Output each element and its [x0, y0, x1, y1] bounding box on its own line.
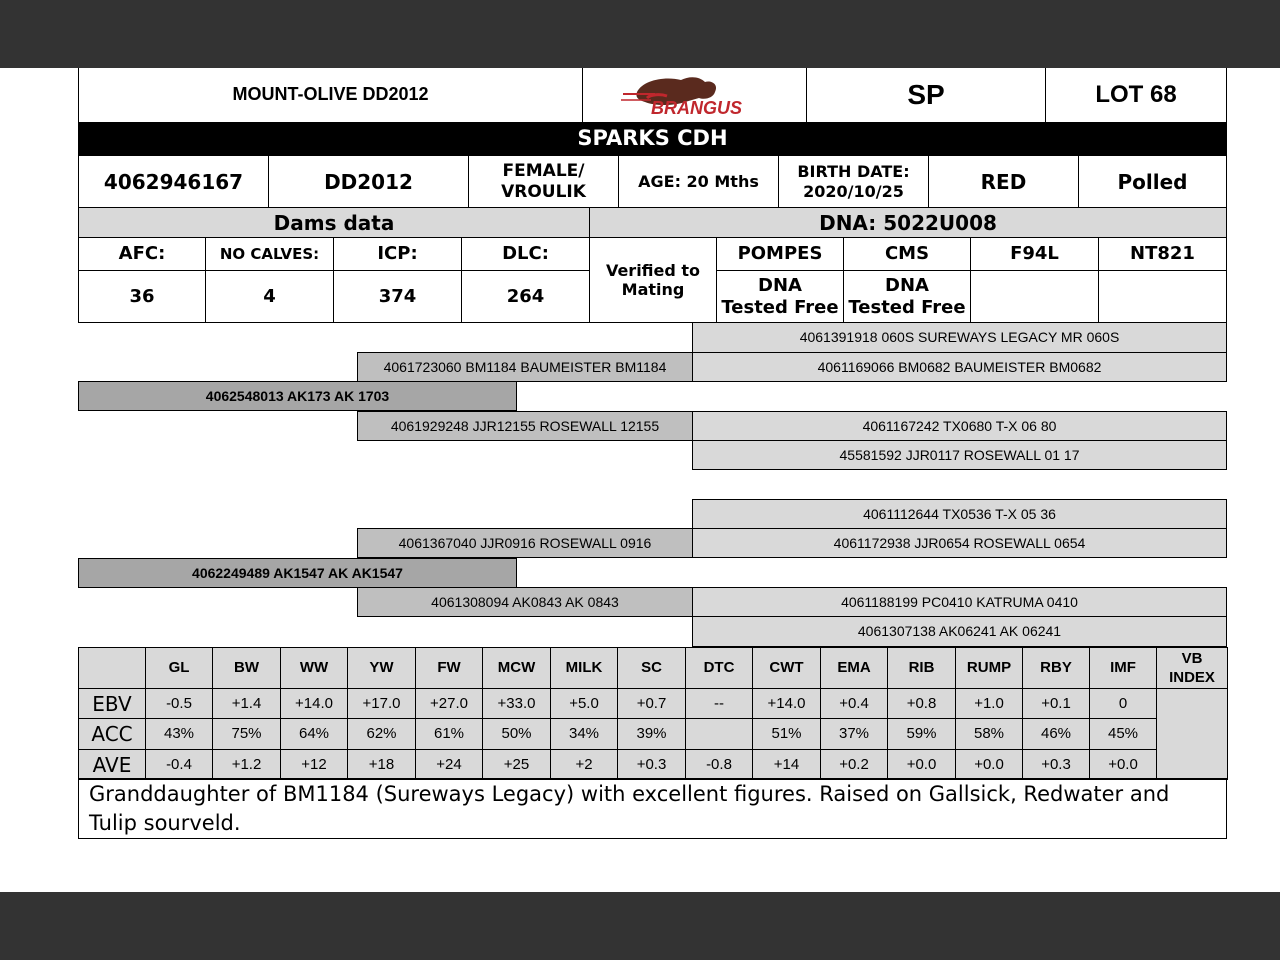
- ebv-value-cell: -0.4: [145, 749, 213, 780]
- pedigree-dam-dam-dam: 4061307138 AK06241 AK 06241: [692, 616, 1227, 647]
- ebv-col-header: SC: [617, 647, 686, 689]
- ebv-col-header: EMA: [820, 647, 888, 689]
- ebv-value-cell: +12: [280, 749, 348, 780]
- ebv-col-header: BW: [212, 647, 281, 689]
- ebv-value-cell: +0.2: [820, 749, 888, 780]
- pedigree-sire-sire: 4061723060 BM1184 BAUMEISTER BM1184: [357, 352, 693, 382]
- dams-data-title: Dams data: [78, 207, 590, 238]
- age: AGE: 20 Mths: [618, 155, 779, 208]
- sex: FEMALE/ VROULIK: [468, 155, 619, 208]
- ebv-col-header: YW: [347, 647, 416, 689]
- registration-number: 4062946167: [78, 155, 269, 208]
- ebv-value-cell: +0.0: [1089, 749, 1157, 780]
- ebv-value-cell: +25: [482, 749, 551, 780]
- svg-text:BRANGUS: BRANGUS: [650, 98, 742, 118]
- ebv-value-cell: +14.0: [280, 688, 348, 719]
- ebv-value-cell: +0.0: [955, 749, 1023, 780]
- pedigree-dam-sire: 4061367040 JJR0916 ROSEWALL 0916: [357, 528, 693, 558]
- ebv-value-cell: +27.0: [415, 688, 483, 719]
- vb-index-header: VB INDEX: [1156, 647, 1228, 689]
- ebv-value-cell: 61%: [415, 718, 483, 750]
- ebv-value-cell: +0.3: [1022, 749, 1090, 780]
- bull-logo-icon: [615, 72, 775, 118]
- ebv-value-cell: -0.5: [145, 688, 213, 719]
- pedigree-sire-sire-sire: 4061391918 060S SUREWAYS LEGACY MR 060S: [692, 322, 1227, 353]
- afc-header: AFC:: [78, 237, 206, 271]
- dna-test-pompes: POMPES: [716, 237, 844, 271]
- ebv-value-cell: +33.0: [482, 688, 551, 719]
- icp-header: ICP:: [333, 237, 462, 271]
- pedigree-dam-sire-dam: 4061172938 JJR0654 ROSEWALL 0654: [692, 528, 1227, 558]
- ebv-value-cell: 45%: [1089, 718, 1157, 750]
- ebv-value-cell: +0.4: [820, 688, 888, 719]
- ebv-col-header: RIB: [887, 647, 956, 689]
- ebv-col-header: RBY: [1022, 647, 1090, 689]
- ebv-value-cell: 43%: [145, 718, 213, 750]
- ebv-value-cell: 39%: [617, 718, 686, 750]
- ebv-col-header: RUMP: [955, 647, 1023, 689]
- ebv-col-header: IMF: [1089, 647, 1157, 689]
- ebv-value-cell: 0: [1089, 688, 1157, 719]
- dna-test-f94l: F94L: [970, 237, 1099, 271]
- ebv-value-cell: +0.7: [617, 688, 686, 719]
- dlc-value: 264: [461, 270, 590, 323]
- pedigree-dam-dam: 4061308094 AK0843 AK 0843: [357, 587, 693, 617]
- bottom-dark-bar: [0, 892, 1280, 960]
- ebv-value-cell: +1.0: [955, 688, 1023, 719]
- ebv-value-cell: 37%: [820, 718, 888, 750]
- ebv-value-cell: 59%: [887, 718, 956, 750]
- ebv-row-label: EBV: [78, 688, 146, 719]
- ebv-value-cell: -0.8: [685, 749, 753, 780]
- pedigree-sire-dam: 4061929248 JJR12155 ROSEWALL 12155: [357, 411, 693, 441]
- ebv-col-header: CWT: [752, 647, 821, 689]
- ebv-value-cell: 64%: [280, 718, 348, 750]
- ebv-value-cell: +0.8: [887, 688, 956, 719]
- tag-number: DD2012: [268, 155, 469, 208]
- dna-result-cms: DNA Tested Free: [843, 270, 971, 323]
- dna-result-pompes: DNA Tested Free: [716, 270, 844, 323]
- dna-result-f94l: [970, 270, 1099, 323]
- ebv-row-label: ACC: [78, 718, 146, 750]
- dna-test-cms: CMS: [843, 237, 971, 271]
- icp-value: 374: [333, 270, 462, 323]
- ebv-header-corner: [78, 647, 146, 689]
- ebv-value-cell: +1.2: [212, 749, 281, 780]
- ebv-value-cell: 46%: [1022, 718, 1090, 750]
- ebv-value-cell: +0.1: [1022, 688, 1090, 719]
- ebv-value-cell: --: [685, 688, 753, 719]
- pedigree-sire: 4062548013 AK173 AK 1703: [78, 381, 517, 411]
- ebv-value-cell: +0.0: [887, 749, 956, 780]
- ebv-value-cell: +14.0: [752, 688, 821, 719]
- ebv-col-header: GL: [145, 647, 213, 689]
- ebv-value-cell: +18: [347, 749, 416, 780]
- pedigree-sire-dam-sire: 4061167242 TX0680 T-X 06 80: [692, 411, 1227, 441]
- ebv-value-cell: +17.0: [347, 688, 416, 719]
- horn-status: Polled: [1078, 155, 1227, 208]
- birth-date: BIRTH DATE: 2020/10/25: [778, 155, 929, 208]
- ebv-col-header: MILK: [550, 647, 618, 689]
- vb-index-value: [1156, 688, 1228, 780]
- ebv-value-cell: +0.3: [617, 749, 686, 780]
- ebv-value-cell: +24: [415, 749, 483, 780]
- ebv-value-cell: +1.4: [212, 688, 281, 719]
- ebv-value-cell: 34%: [550, 718, 618, 750]
- pedigree-sire-dam-dam: 45581592 JJR0117 ROSEWALL 01 17: [692, 440, 1227, 470]
- ebv-value-cell: +14: [752, 749, 821, 780]
- calves-value: 4: [205, 270, 334, 323]
- ebv-col-header: DTC: [685, 647, 753, 689]
- lot-label: LOT 68: [1045, 68, 1227, 123]
- ebv-col-header: MCW: [482, 647, 551, 689]
- afc-value: 36: [78, 270, 206, 323]
- ebv-value-cell: [685, 718, 753, 750]
- ebv-value-cell: +5.0: [550, 688, 618, 719]
- ebv-value-cell: 51%: [752, 718, 821, 750]
- animal-id: MOUNT-OLIVE DD2012: [78, 68, 583, 123]
- ebv-value-cell: 50%: [482, 718, 551, 750]
- pedigree-sire-sire-dam: 4061169066 BM0682 BAUMEISTER BM0682: [692, 352, 1227, 382]
- pedigree-dam-sire-sire: 4061112644 TX0536 T-X 05 36: [692, 499, 1227, 529]
- brangus-logo: [582, 68, 807, 123]
- ebv-value-cell: +2: [550, 749, 618, 780]
- ebv-col-header: FW: [415, 647, 483, 689]
- ebv-col-header: WW: [280, 647, 348, 689]
- calves-header: NO CALVES:: [205, 237, 334, 271]
- dna-title: DNA: 5022U008: [589, 207, 1227, 238]
- comment-text: Granddaughter of BM1184 (Sureways Legacy) with excellent figures. Raised on Gallsick, Redwater and Tulip sourveld.: [78, 778, 1227, 839]
- ebv-value-cell: 58%: [955, 718, 1023, 750]
- ebv-row-label: AVE: [78, 749, 146, 780]
- pedigree-dam-dam-sire: 4061188199 PC0410 KATRUMA 0410: [692, 587, 1227, 617]
- verified-to-mating: Verified to Mating: [589, 237, 717, 323]
- sp-label: SP: [806, 68, 1046, 123]
- breeder-banner: SPARKS CDH: [78, 122, 1227, 156]
- top-dark-bar: [0, 0, 1280, 68]
- ebv-value-cell: 62%: [347, 718, 416, 750]
- dna-result-nt821: [1098, 270, 1227, 323]
- color: RED: [928, 155, 1079, 208]
- dna-test-nt821: NT821: [1098, 237, 1227, 271]
- ebv-value-cell: 75%: [212, 718, 281, 750]
- dlc-header: DLC:: [461, 237, 590, 271]
- pedigree-dam: 4062249489 AK1547 AK AK1547: [78, 558, 517, 588]
